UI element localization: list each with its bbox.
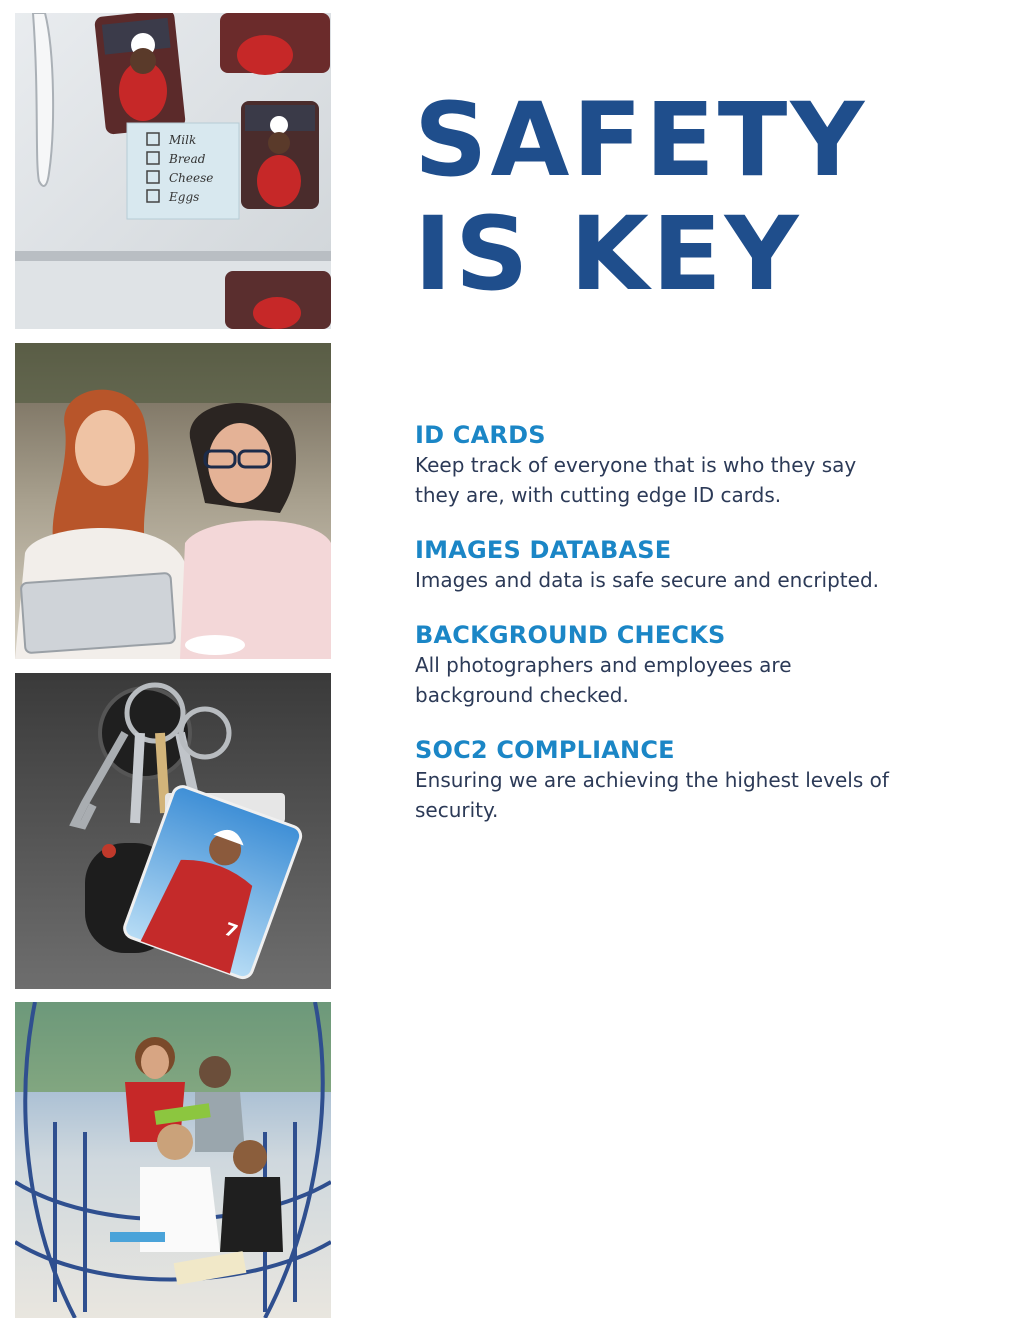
feature-title: BACKGROUND CHECKS: [415, 621, 726, 649]
fridge-magnets-illustration: [15, 13, 331, 329]
keychain-photo: [15, 673, 331, 989]
students-staircase-illustration: [15, 1002, 331, 1318]
magnet-3: [241, 101, 319, 209]
feature-description: Keep track of everyone that is who they say they are, with cutting edge ID cards.: [415, 453, 857, 507]
feature-soc2-compliance: [415, 735, 995, 825]
students-staircase-photo: [15, 1002, 331, 1318]
jersey-number: 7: [221, 918, 241, 943]
feature-id-cards: [415, 420, 995, 510]
magnet-4: [225, 271, 331, 329]
feature-title: IMAGES DATABASE: [415, 536, 672, 564]
magnet-2: [220, 13, 330, 75]
checklist-item: Eggs: [169, 190, 200, 204]
fridge-magnets-photo: [15, 13, 331, 329]
checklist-item: Cheese: [169, 171, 214, 185]
features-list: [415, 420, 995, 850]
magnet-1: [94, 13, 186, 135]
headline-line-2: IS KEY: [414, 195, 802, 314]
headline-line-1: SAFETY: [414, 81, 868, 200]
checklist-note: [127, 123, 239, 219]
feature-background-checks: [415, 620, 995, 710]
feature-title: ID CARDS: [415, 421, 546, 449]
page-headline: [414, 81, 994, 314]
feature-title: SOC2 COMPLIANCE: [415, 736, 675, 764]
feature-description: All photographers and employees are background checked.: [415, 653, 792, 707]
keychain-illustration: [15, 673, 331, 989]
checklist-item: Bread: [169, 152, 206, 166]
feature-images-database: [415, 535, 995, 595]
feature-description: Ensuring we are achieving the highest levels of security.: [415, 768, 889, 822]
women-tablet-illustration: [15, 343, 331, 659]
checklist-item: Milk: [169, 133, 197, 147]
feature-description: Images and data is safe secure and encripted.: [415, 568, 879, 592]
women-tablet-photo: [15, 343, 331, 659]
